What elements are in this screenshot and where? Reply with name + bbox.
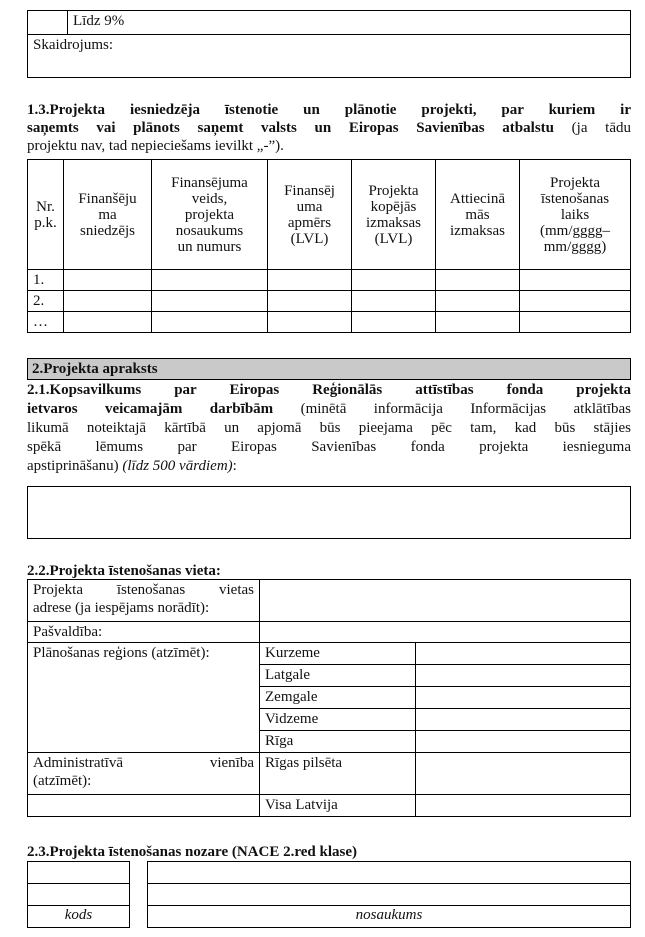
region-option: Latgale bbox=[260, 665, 416, 687]
region-checkbox[interactable] bbox=[416, 731, 631, 753]
explanation-label: Skaidrojums: bbox=[33, 37, 114, 53]
address-label: Projekta īstenošanas vietas adrese (ja iespējams norādīt): bbox=[28, 580, 260, 622]
row-number: 2. bbox=[28, 291, 64, 312]
section-2-1-line: apstiprināšanu) (līdz 500 vārdiem): bbox=[27, 458, 237, 474]
table-cell[interactable] bbox=[64, 312, 152, 333]
address-field[interactable] bbox=[260, 580, 631, 622]
row-number: 1. bbox=[28, 270, 64, 291]
nace-code-table bbox=[27, 861, 130, 928]
section-2-1-line: likumā noteiktajā kārtībā un apjomā būs pieejama pēc tam, kad būs stājies bbox=[27, 420, 631, 436]
table-cell[interactable] bbox=[436, 270, 520, 291]
top-table-value: Līdz 9% bbox=[68, 11, 631, 35]
explanation-field[interactable] bbox=[28, 35, 631, 78]
nace-name-cell[interactable] bbox=[148, 884, 631, 906]
region-option: Zemgale bbox=[260, 687, 416, 709]
section-2-1-line: 2.1.Kopsavilkums par Eiropas Reģionālās attīstības fonda projekta bbox=[27, 382, 631, 398]
table-cell[interactable] bbox=[268, 291, 352, 312]
row-number: … bbox=[28, 312, 64, 333]
table-cell[interactable] bbox=[268, 312, 352, 333]
projects-table bbox=[27, 159, 631, 333]
section-2-title: 2.Projekta apraksts bbox=[27, 358, 631, 380]
municipality-field[interactable] bbox=[260, 622, 631, 643]
table-cell[interactable] bbox=[436, 291, 520, 312]
code-label: kods bbox=[28, 906, 130, 928]
table-cell[interactable] bbox=[268, 270, 352, 291]
top-table bbox=[27, 10, 631, 78]
section-2-1-line: spēkā lēmums par Eiropas Savienības fonda projekta iesnieguma bbox=[27, 439, 631, 455]
nace-code-cell[interactable] bbox=[28, 884, 130, 906]
nace-code-cell[interactable] bbox=[28, 862, 130, 884]
location-table bbox=[27, 579, 631, 817]
header-eligible-cost: Attiecinā mās izmaksas bbox=[436, 160, 520, 270]
table-cell[interactable] bbox=[352, 291, 436, 312]
region-option: Vidzeme bbox=[260, 709, 416, 731]
admin-unit-label: Administratīvā vienība (atzīmēt): bbox=[28, 753, 260, 795]
table-cell[interactable] bbox=[152, 291, 268, 312]
summary-textbox[interactable] bbox=[27, 486, 631, 539]
header-funding-type: Finansējuma veids, projekta nosaukums un numurs bbox=[152, 160, 268, 270]
header-total-cost: Projekta kopējās izmaksas (LVL) bbox=[352, 160, 436, 270]
admin-unit-checkbox[interactable] bbox=[416, 795, 631, 817]
table-cell[interactable] bbox=[152, 270, 268, 291]
admin-unit-option: Visa Latvija bbox=[260, 795, 416, 817]
region-option: Rīga bbox=[260, 731, 416, 753]
admin-unit-checkbox[interactable] bbox=[416, 753, 631, 795]
section-2-1-line: ietvaros veicamajām darbībām (minētā informācija Informācijas atklātības bbox=[27, 401, 631, 417]
admin-unit-empty-cell bbox=[28, 795, 260, 817]
top-table-empty-cell bbox=[28, 11, 68, 35]
region-checkbox[interactable] bbox=[416, 665, 631, 687]
table-row bbox=[28, 270, 631, 291]
header-amount: Finansēj uma apmērs (LVL) bbox=[268, 160, 352, 270]
table-cell[interactable] bbox=[152, 312, 268, 333]
table-row bbox=[28, 291, 631, 312]
region-option: Kurzeme bbox=[260, 643, 416, 665]
table-row bbox=[28, 312, 631, 333]
table-cell[interactable] bbox=[436, 312, 520, 333]
table-cell[interactable] bbox=[520, 270, 631, 291]
table-cell[interactable] bbox=[520, 291, 631, 312]
section-2-1-text bbox=[27, 382, 631, 477]
table-cell[interactable] bbox=[352, 312, 436, 333]
section-2-3-title: 2.3.Projekta īstenošanas nozare (NACE 2.red klase) bbox=[27, 844, 357, 860]
section-1-3-line1: 1.3.Projekta iesniedzēja īstenotie un plānotie projekti, par kuriem ir bbox=[27, 102, 631, 118]
region-checkbox[interactable] bbox=[416, 709, 631, 731]
section-1-3-line2: saņemts vai plānots saņemt valsts un Eiropas Savienības atbalstu (ja tādu bbox=[27, 120, 631, 136]
projects-table-header bbox=[28, 160, 631, 270]
region-checkbox[interactable] bbox=[416, 687, 631, 709]
nace-name-table bbox=[147, 861, 631, 928]
table-cell[interactable] bbox=[520, 312, 631, 333]
table-cell[interactable] bbox=[352, 270, 436, 291]
header-nr: Nr. p.k. bbox=[28, 160, 64, 270]
region-checkbox[interactable] bbox=[416, 643, 631, 665]
section-1-3-line3: projektu nav, tad nepieciešams ievilkt „-”). bbox=[27, 138, 284, 154]
table-cell[interactable] bbox=[64, 270, 152, 291]
header-timeline: Projekta īstenošanas laiks (mm/gggg– mm/gggg) bbox=[520, 160, 631, 270]
admin-unit-option: Rīgas pilsēta bbox=[260, 753, 416, 795]
region-label: Plānošanas reģions (atzīmēt): bbox=[28, 643, 260, 753]
header-funder: Finanšēju ma sniedzējs bbox=[64, 160, 152, 270]
table-cell[interactable] bbox=[64, 291, 152, 312]
section-2-2-title: 2.2.Projekta īstenošanas vieta: bbox=[27, 563, 221, 579]
name-label: nosaukums bbox=[148, 906, 631, 928]
municipality-label: Pašvaldība: bbox=[28, 622, 260, 643]
nace-name-cell[interactable] bbox=[148, 862, 631, 884]
